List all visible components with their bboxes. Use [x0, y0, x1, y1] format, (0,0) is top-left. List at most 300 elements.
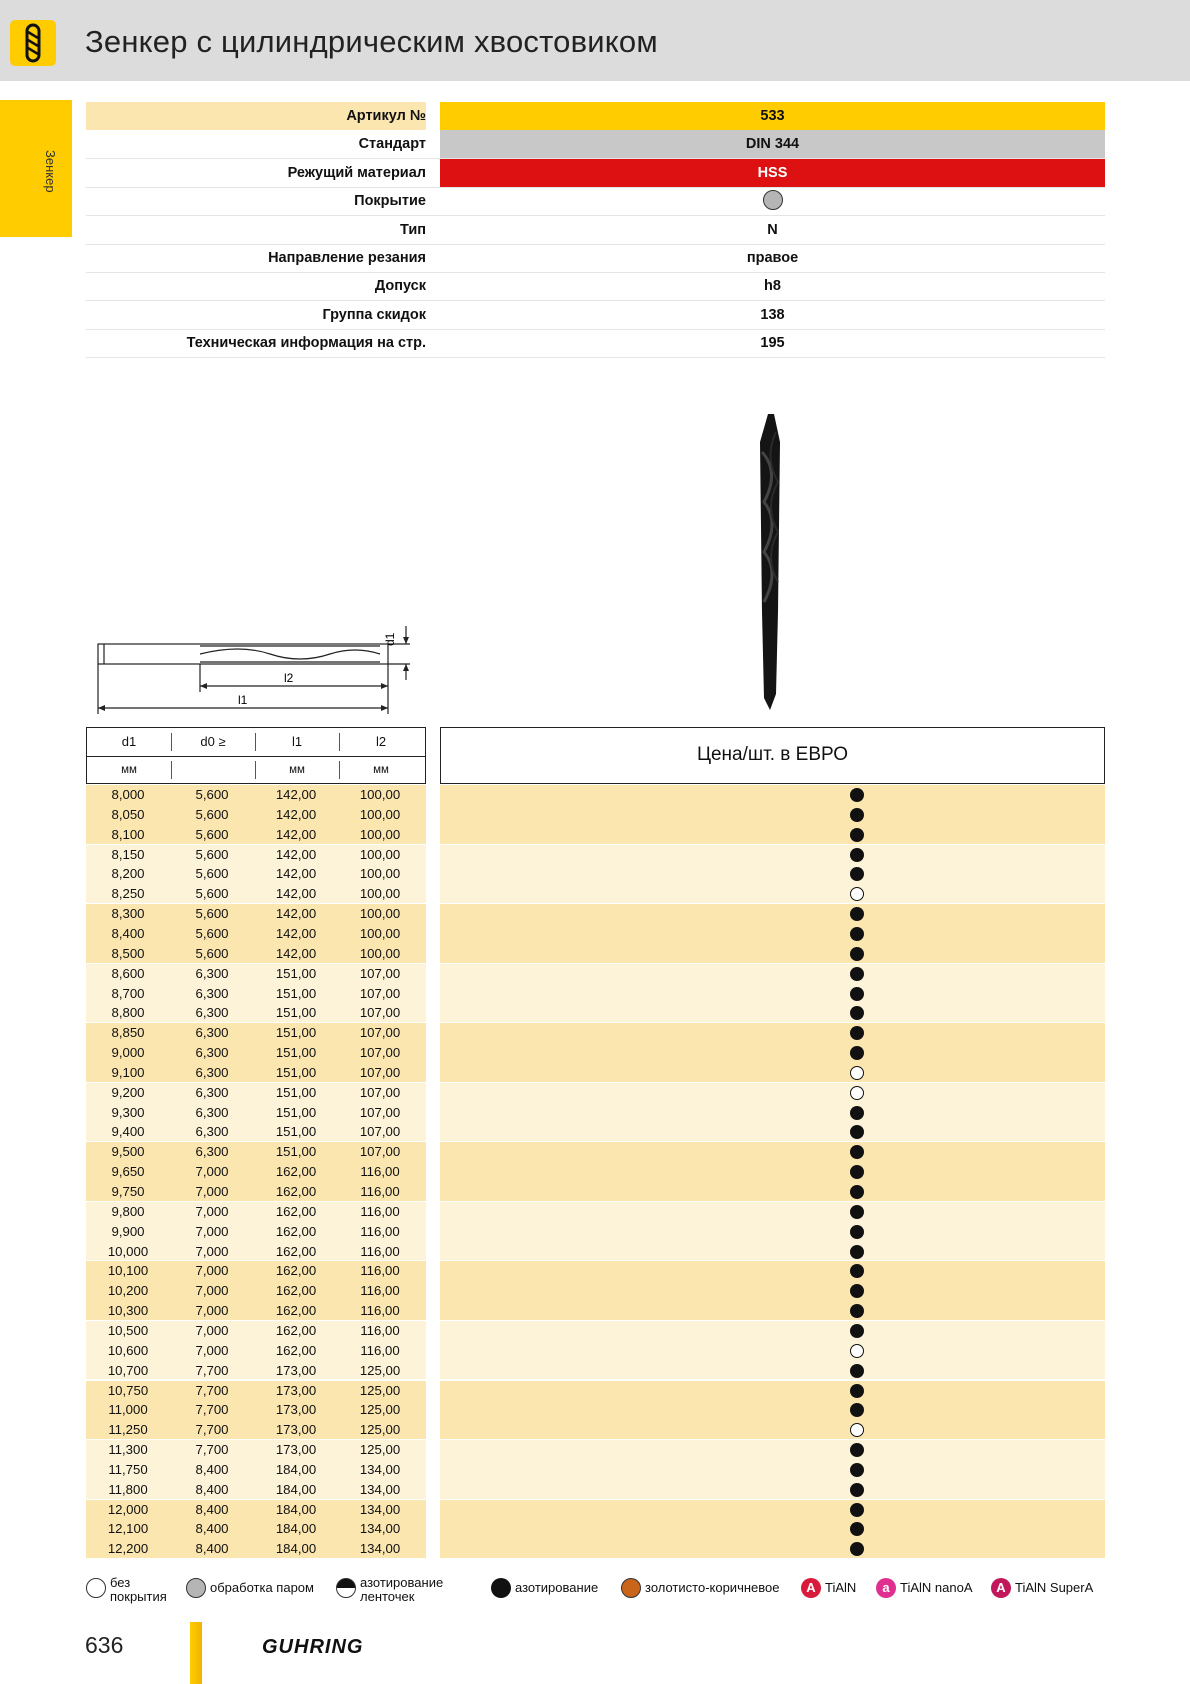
- in-stock-dot-icon: [850, 1165, 864, 1179]
- cell-d0: 7,000: [195, 1243, 229, 1259]
- legend-label: азотирование ленточек: [360, 1575, 444, 1604]
- cell-l1: 151,00: [275, 1064, 317, 1080]
- table-row: [86, 805, 1105, 825]
- table-row: [86, 1083, 1105, 1103]
- cell-d0: 5,600: [195, 826, 229, 842]
- cell-l2: 107,00: [359, 965, 401, 981]
- table-row: [86, 1321, 1105, 1341]
- cell-d1: 8,400: [111, 925, 145, 941]
- in-stock-dot-icon: [850, 1125, 864, 1139]
- on-request-dot-icon: [850, 1344, 864, 1358]
- cell-d1: 11,000: [108, 1402, 148, 1418]
- cell-d0: 6,300: [195, 1084, 229, 1100]
- table-row: [86, 964, 1105, 984]
- table-row: [86, 1063, 1105, 1083]
- on-request-dot-icon: [850, 1086, 864, 1100]
- brand-logo: GUHRING: [262, 1636, 364, 1658]
- cell-l2: 125,00: [359, 1362, 401, 1378]
- cell-l1: 162,00: [275, 1164, 317, 1180]
- cell-d1: 8,600: [111, 965, 145, 981]
- col-header-d1: d1: [121, 734, 137, 749]
- in-stock-dot-icon: [850, 1503, 864, 1517]
- cell-l1: 151,00: [275, 1005, 317, 1021]
- cell-d1: 10,300: [107, 1303, 149, 1319]
- cell-d1: 8,500: [111, 945, 145, 961]
- table-row: [86, 1301, 1105, 1321]
- cell-l2: 107,00: [359, 1124, 401, 1140]
- cell-d0: 7,000: [195, 1164, 229, 1180]
- cell-d0: 7,000: [195, 1342, 229, 1358]
- in-stock-dot-icon: [850, 1205, 864, 1219]
- cell-l2: 100,00: [359, 826, 401, 842]
- table-row: [86, 984, 1105, 1004]
- cell-l2: 116,00: [360, 1342, 400, 1358]
- spec-value: [440, 187, 1105, 215]
- cell-l1: 142,00: [275, 906, 317, 922]
- cell-d0: 7,000: [195, 1283, 229, 1299]
- cell-d1: 8,200: [111, 866, 145, 882]
- cell-l2: 100,00: [359, 945, 401, 961]
- cell-d0: 8,400: [195, 1461, 229, 1477]
- cell-d1: 9,650: [111, 1164, 145, 1180]
- spec-label: Допуск: [374, 278, 426, 295]
- table-row: [86, 1519, 1105, 1539]
- in-stock-dot-icon: [850, 1026, 864, 1040]
- cell-d0: 7,700: [195, 1402, 229, 1418]
- cell-d1: 8,000: [111, 787, 145, 802]
- cell-d0: 8,400: [195, 1501, 229, 1517]
- cell-d1: 8,150: [111, 846, 145, 862]
- cell-l1: 173,00: [275, 1442, 317, 1458]
- cell-d1: 10,750: [107, 1382, 149, 1398]
- spec-value: 138: [760, 306, 785, 323]
- table-row: [86, 1341, 1105, 1361]
- spec-label: Артикул №: [346, 108, 426, 124]
- cell-d0: 6,300: [195, 985, 229, 1001]
- spec-value: DIN 344: [440, 130, 1105, 158]
- in-stock-dot-icon: [850, 1145, 864, 1159]
- cell-l1: 151,00: [275, 985, 317, 1001]
- table-row: [86, 884, 1105, 904]
- in-stock-dot-icon: [850, 1403, 864, 1417]
- cell-d1: 11,250: [108, 1422, 148, 1438]
- drawing-d1-label: d1: [383, 632, 397, 646]
- cell-d0: 7,000: [195, 1263, 229, 1279]
- cell-l2: 116,00: [360, 1184, 400, 1199]
- cell-l1: 142,00: [275, 886, 317, 902]
- cell-d1: 12,100: [107, 1521, 149, 1537]
- table-row: [86, 904, 1105, 924]
- in-stock-dot-icon: [850, 1006, 864, 1020]
- cell-d1: 8,800: [111, 1005, 145, 1021]
- cell-d1: 8,250: [111, 886, 145, 902]
- spec-label: Режущий материал: [287, 164, 426, 181]
- col-header-l2: l2: [375, 734, 387, 749]
- cell-l2: 107,00: [359, 985, 401, 1001]
- spec-label: Группа скидок: [322, 306, 426, 323]
- cell-l1: 142,00: [275, 925, 317, 941]
- cell-l2: 107,00: [359, 1084, 401, 1100]
- drill-photo: [740, 412, 800, 712]
- cell-d0: 5,600: [195, 787, 229, 802]
- cell-d1: 12,000: [107, 1501, 149, 1517]
- table-row: [86, 1222, 1105, 1242]
- table-row: [86, 1460, 1105, 1480]
- table-row: [86, 785, 1105, 805]
- cell-l2: 107,00: [359, 1144, 401, 1160]
- cell-d0: 6,300: [195, 1124, 229, 1140]
- cell-d1: 9,750: [111, 1184, 145, 1199]
- cell-l2: 100,00: [359, 806, 401, 822]
- drill-bit-icon: [10, 20, 56, 66]
- spec-value: h8: [764, 278, 781, 295]
- tialn-nanoa-icon: a: [876, 1578, 896, 1598]
- table-row: [86, 1261, 1105, 1281]
- cell-d0: 6,300: [195, 1104, 229, 1120]
- cell-l1: 173,00: [275, 1382, 317, 1398]
- cell-d1: 10,000: [107, 1243, 149, 1259]
- cell-l2: 100,00: [359, 787, 401, 802]
- table-row: [86, 1202, 1105, 1222]
- on-request-dot-icon: [850, 887, 864, 901]
- cell-d1: 10,500: [107, 1322, 149, 1338]
- col-header-l1: l1: [291, 734, 303, 749]
- drawing-l1-label: l1: [238, 693, 248, 707]
- in-stock-dot-icon: [850, 1542, 864, 1556]
- in-stock-dot-icon: [850, 1284, 864, 1298]
- cell-l1: 184,00: [275, 1541, 317, 1557]
- table-row: [86, 1142, 1105, 1162]
- cell-d1: 10,100: [107, 1263, 149, 1279]
- cell-d0: 6,300: [195, 1045, 229, 1061]
- cell-l1: 162,00: [275, 1243, 317, 1259]
- footer-accent-bar: [190, 1622, 202, 1684]
- in-stock-dot-icon: [850, 1046, 864, 1060]
- cell-l2: 134,00: [359, 1521, 401, 1537]
- cell-d0: 8,400: [195, 1481, 229, 1497]
- cell-l1: 151,00: [275, 965, 317, 981]
- page-header: [0, 0, 1190, 81]
- cell-l1: 173,00: [275, 1362, 317, 1378]
- cell-l1: 151,00: [275, 1144, 317, 1160]
- spec-value: N: [767, 221, 778, 238]
- cell-l1: 151,00: [275, 1104, 317, 1120]
- cell-d0: 5,600: [195, 886, 229, 902]
- cell-l2: 134,00: [359, 1481, 401, 1497]
- spec-label: Стандарт: [358, 136, 426, 153]
- cell-d0: 6,300: [195, 1005, 229, 1021]
- spec-value: 195: [760, 335, 785, 352]
- spec-row: [86, 102, 1105, 130]
- cell-l1: 162,00: [275, 1322, 317, 1338]
- cell-d0: 7,700: [195, 1442, 229, 1458]
- cell-d0: 7,700: [195, 1362, 229, 1378]
- half-circle-icon: [336, 1578, 356, 1598]
- cell-d0: 5,600: [195, 945, 229, 961]
- cell-l1: 184,00: [275, 1461, 317, 1477]
- cell-l2: 125,00: [359, 1442, 401, 1458]
- in-stock-dot-icon: [850, 808, 864, 822]
- table-row: [86, 1420, 1105, 1440]
- cell-l1: 162,00: [275, 1303, 317, 1319]
- cell-d1: 11,750: [108, 1461, 148, 1477]
- brown-circle-icon: [621, 1578, 641, 1598]
- cell-l2: 107,00: [359, 1064, 401, 1080]
- in-stock-dot-icon: [850, 1225, 864, 1239]
- cell-l1: 173,00: [275, 1402, 317, 1418]
- in-stock-dot-icon: [850, 1384, 864, 1398]
- cell-d0: 8,400: [195, 1541, 229, 1557]
- cell-d0: 7,000: [195, 1322, 229, 1338]
- price-header: Цена/шт. в ЕВРО: [440, 727, 1105, 784]
- in-stock-dot-icon: [850, 1264, 864, 1278]
- cell-l1: 142,00: [275, 826, 317, 842]
- spec-row: [86, 216, 1105, 244]
- cell-d1: 9,200: [111, 1084, 145, 1100]
- cell-l2: 134,00: [359, 1541, 401, 1557]
- cell-l1: 142,00: [275, 846, 317, 862]
- in-stock-dot-icon: [850, 848, 864, 862]
- cell-l1: 184,00: [275, 1481, 317, 1497]
- cell-d1: 9,500: [111, 1144, 145, 1160]
- cell-l2: 107,00: [359, 1104, 401, 1120]
- cell-l2: 125,00: [359, 1402, 401, 1418]
- cell-l2: 125,00: [359, 1422, 401, 1438]
- legend-label: без покрытия: [110, 1575, 167, 1604]
- cell-l1: 173,00: [275, 1422, 317, 1438]
- cell-d1: 9,300: [111, 1104, 145, 1120]
- cell-l2: 116,00: [360, 1223, 400, 1239]
- cell-l1: 151,00: [275, 1025, 317, 1041]
- spec-row: [86, 159, 1105, 187]
- spec-row: [86, 301, 1105, 329]
- cell-d0: 5,600: [195, 806, 229, 822]
- in-stock-dot-icon: [850, 1245, 864, 1259]
- in-stock-dot-icon: [850, 987, 864, 1001]
- cell-l2: 116,00: [360, 1303, 400, 1319]
- legend-label: TiAlN SuperA: [1015, 1580, 1094, 1595]
- cell-l1: 184,00: [275, 1521, 317, 1537]
- cell-l2: 116,00: [360, 1164, 400, 1180]
- cell-l2: 116,00: [360, 1263, 400, 1279]
- spec-value: HSS: [440, 159, 1105, 187]
- table-row: [86, 1500, 1105, 1520]
- in-stock-dot-icon: [850, 947, 864, 961]
- spec-label: Техническая информация на стр.: [186, 335, 426, 352]
- cell-d1: 10,600: [107, 1342, 149, 1358]
- spec-row: [86, 272, 1105, 300]
- cell-d1: 9,400: [111, 1124, 145, 1140]
- table-row: [86, 1182, 1105, 1202]
- in-stock-dot-icon: [850, 907, 864, 921]
- cell-d0: 5,600: [195, 906, 229, 922]
- table-row: [86, 1103, 1105, 1123]
- in-stock-dot-icon: [850, 1443, 864, 1457]
- cell-d0: 7,000: [195, 1184, 229, 1199]
- cell-d1: 9,800: [111, 1203, 145, 1219]
- cell-d1: 11,800: [108, 1481, 148, 1497]
- cell-l1: 151,00: [275, 1084, 317, 1100]
- cell-l2: 107,00: [359, 1005, 401, 1021]
- black-circle-icon: [491, 1578, 511, 1598]
- cell-l2: 107,00: [359, 1045, 401, 1061]
- cell-d1: 9,900: [111, 1223, 145, 1239]
- cell-l1: 142,00: [275, 787, 317, 802]
- cell-l2: 134,00: [359, 1501, 401, 1517]
- section-tab[interactable]: [0, 100, 72, 237]
- page-title: Зенкер с цилиндрическим хвостовиком: [85, 24, 658, 59]
- in-stock-dot-icon: [850, 788, 864, 802]
- in-stock-dot-icon: [850, 927, 864, 941]
- table-row: [86, 1381, 1105, 1401]
- cell-d0: 7,700: [195, 1422, 229, 1438]
- cell-d1: 10,200: [107, 1283, 149, 1299]
- cell-d1: 10,700: [107, 1362, 149, 1378]
- in-stock-dot-icon: [850, 1522, 864, 1536]
- cell-l2: 116,00: [360, 1322, 400, 1338]
- legend-label: золотисто-коричневое: [645, 1580, 780, 1595]
- cell-d1: 8,850: [111, 1025, 145, 1041]
- cell-l1: 162,00: [275, 1263, 317, 1279]
- unit-l1: мм: [289, 764, 305, 776]
- cell-l2: 125,00: [359, 1382, 401, 1398]
- table-row: [86, 1281, 1105, 1301]
- size-table-header: [86, 727, 426, 784]
- table-row: [86, 825, 1105, 845]
- cell-d0: 6,300: [195, 1025, 229, 1041]
- table-row: [86, 1003, 1105, 1023]
- cell-l2: 100,00: [359, 906, 401, 922]
- in-stock-dot-icon: [850, 967, 864, 981]
- cell-d1: 8,050: [111, 806, 145, 822]
- cell-d1: 8,100: [111, 826, 145, 842]
- grey-circle-icon: [186, 1578, 206, 1598]
- col-header-d0: d0 ≥: [200, 734, 226, 749]
- cell-d0: 7,000: [195, 1203, 229, 1219]
- cell-d1: 8,700: [111, 985, 145, 1001]
- table-row: [86, 1122, 1105, 1142]
- cell-d1: 12,200: [107, 1541, 149, 1557]
- drawing-l2-label: l2: [284, 671, 294, 685]
- cell-d0: 6,300: [195, 1064, 229, 1080]
- table-row: [86, 924, 1105, 944]
- cell-d1: 9,100: [111, 1064, 145, 1080]
- cell-l1: 162,00: [275, 1203, 317, 1219]
- cell-l2: 100,00: [359, 886, 401, 902]
- coating-legend: [86, 1572, 1105, 1602]
- table-row: [86, 864, 1105, 884]
- cell-l1: 142,00: [275, 806, 317, 822]
- cell-d0: 6,300: [195, 965, 229, 981]
- cell-d0: 8,400: [195, 1521, 229, 1537]
- on-request-dot-icon: [850, 1423, 864, 1437]
- cell-l1: 162,00: [275, 1223, 317, 1239]
- cell-d0: 7,000: [195, 1303, 229, 1319]
- table-row: [86, 1242, 1105, 1262]
- table-row: [86, 1440, 1105, 1460]
- tialn-supera-icon: A: [991, 1578, 1011, 1598]
- cell-d0: 7,000: [195, 1223, 229, 1239]
- cell-d1: 8,300: [111, 906, 145, 922]
- cell-l1: 151,00: [275, 1045, 317, 1061]
- cell-l1: 162,00: [275, 1184, 317, 1199]
- cell-l2: 107,00: [359, 1025, 401, 1041]
- table-row: [86, 1480, 1105, 1500]
- in-stock-dot-icon: [850, 1324, 864, 1338]
- open-circle-icon: [86, 1578, 106, 1598]
- cell-d1: 9,000: [111, 1045, 145, 1061]
- table-row: [86, 1539, 1105, 1559]
- legend-label: обработка паром: [210, 1580, 314, 1595]
- cell-d0: 5,600: [195, 925, 229, 941]
- cell-d0: 5,600: [195, 846, 229, 862]
- cell-d0: 5,600: [195, 866, 229, 882]
- in-stock-dot-icon: [850, 867, 864, 881]
- in-stock-dot-icon: [850, 1185, 864, 1199]
- spec-value: 533: [440, 102, 1105, 130]
- in-stock-dot-icon: [850, 828, 864, 842]
- spec-row: [86, 244, 1105, 272]
- spec-label: Покрытие: [354, 193, 426, 210]
- table-row: [86, 1361, 1105, 1381]
- grey-circle-icon: [763, 190, 783, 210]
- on-request-dot-icon: [850, 1066, 864, 1080]
- cell-l1: 184,00: [275, 1501, 317, 1517]
- spec-label: Тип: [400, 221, 426, 238]
- cell-l2: 134,00: [359, 1461, 401, 1477]
- cell-d0: 7,700: [195, 1382, 229, 1398]
- table-row: [86, 845, 1105, 865]
- table-row: [86, 1023, 1105, 1043]
- spec-value: правое: [746, 250, 799, 266]
- spec-row: [86, 130, 1105, 158]
- legend-label: азотирование: [515, 1580, 599, 1595]
- tialn-icon: A: [801, 1578, 821, 1598]
- section-tab-label: Зенкер: [43, 150, 58, 193]
- cell-d1: 11,300: [108, 1442, 148, 1458]
- cell-l1: 142,00: [275, 866, 317, 882]
- cell-l2: 100,00: [359, 925, 401, 941]
- cell-l1: 162,00: [275, 1342, 317, 1358]
- cell-d0: 6,300: [195, 1144, 229, 1160]
- spec-row: [86, 187, 1105, 215]
- in-stock-dot-icon: [850, 1364, 864, 1378]
- spec-label: Направление резания: [268, 250, 426, 266]
- in-stock-dot-icon: [850, 1483, 864, 1497]
- unit-d1: мм: [121, 764, 137, 776]
- cell-l2: 116,00: [360, 1203, 400, 1219]
- legend-label: TiAlN: [825, 1580, 857, 1595]
- table-row: [86, 944, 1105, 964]
- cell-l2: 116,00: [360, 1243, 400, 1259]
- technical-drawing: [90, 620, 420, 720]
- table-row: [86, 1400, 1105, 1420]
- cell-l2: 116,00: [360, 1283, 400, 1299]
- page-number: 636: [85, 1632, 124, 1658]
- table-row: [86, 1043, 1105, 1063]
- in-stock-dot-icon: [850, 1463, 864, 1477]
- cell-l1: 142,00: [275, 945, 317, 961]
- in-stock-dot-icon: [850, 1304, 864, 1318]
- unit-l2: мм: [373, 764, 389, 776]
- in-stock-dot-icon: [850, 1106, 864, 1120]
- legend-label: TiAlN nanoA: [900, 1580, 973, 1595]
- cell-l1: 151,00: [275, 1124, 317, 1140]
- table-row: [86, 1162, 1105, 1182]
- cell-l1: 162,00: [275, 1283, 317, 1299]
- cell-l2: 100,00: [359, 866, 401, 882]
- spec-row: [86, 329, 1105, 357]
